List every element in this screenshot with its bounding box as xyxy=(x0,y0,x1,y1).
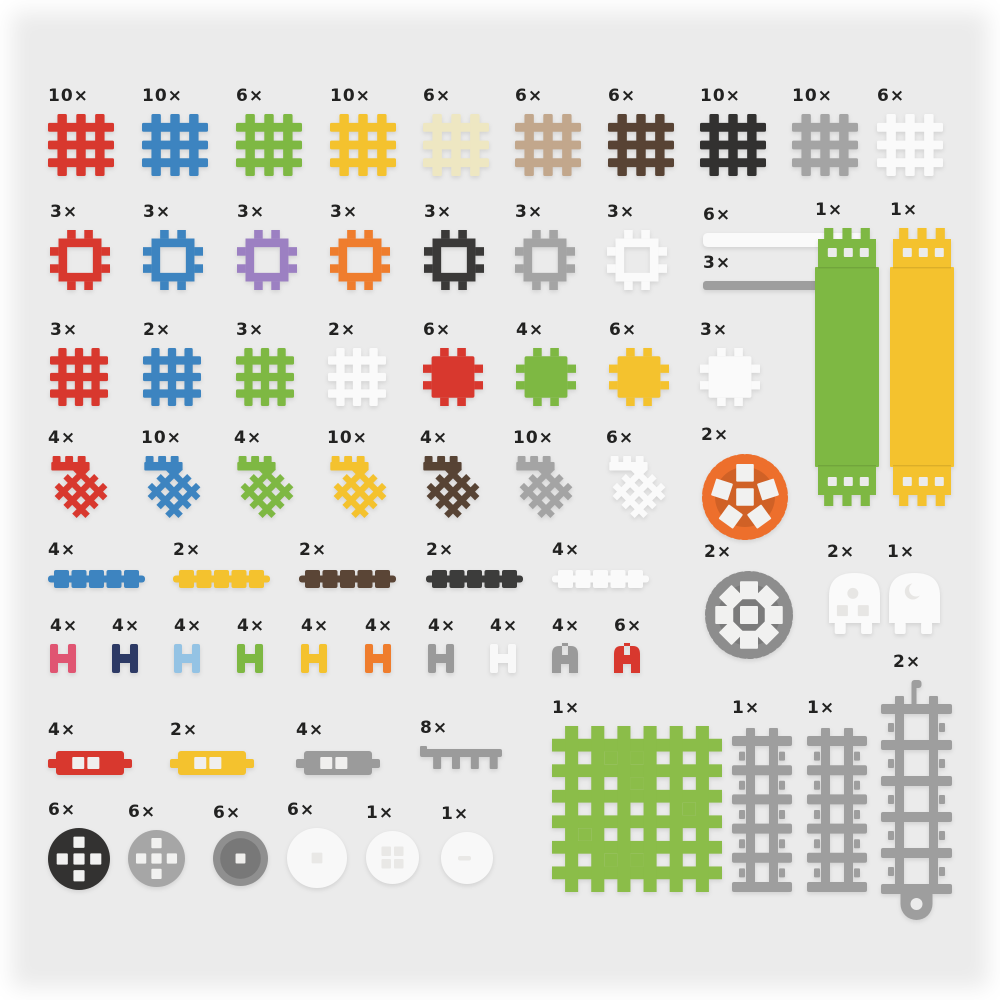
disc-white-4hole xyxy=(366,803,419,884)
waffle-block-green xyxy=(236,86,302,176)
peg-bar-red xyxy=(48,720,132,778)
stud-strip-black-icon xyxy=(426,568,523,590)
quantity-label: 2× xyxy=(143,320,172,340)
h-connector-white-icon xyxy=(490,644,516,673)
disc-rimmed-icon xyxy=(213,831,268,886)
quantity-label: 1× xyxy=(815,200,844,220)
waffle-block-black-icon xyxy=(700,114,766,176)
small-waffle-white xyxy=(328,320,386,406)
h-connector-gray xyxy=(428,616,457,673)
waffle-block-tan-icon xyxy=(515,114,581,176)
h-connector-lightblue-icon xyxy=(174,644,200,673)
solid-block-red xyxy=(423,320,483,406)
quantity-label: 4× xyxy=(420,428,449,448)
quantity-label: 1× xyxy=(552,698,581,718)
stud-strip-white xyxy=(552,540,649,590)
h-connector-navy xyxy=(112,616,141,673)
peg-bar-red-icon xyxy=(48,748,132,778)
disc-white-4hole-icon xyxy=(366,831,419,884)
quantity-label: 6× xyxy=(48,800,77,820)
disc-rimmed xyxy=(213,803,268,886)
stud-strip-brown-icon xyxy=(299,568,396,590)
quantity-label: 3× xyxy=(607,202,636,222)
solid-block-green xyxy=(516,320,576,406)
quantity-label: 10× xyxy=(327,428,368,448)
stud-strip-black xyxy=(426,540,523,590)
diagonal-block-red-icon xyxy=(48,456,114,522)
quantity-label: 4× xyxy=(296,720,325,740)
stud-strip-brown xyxy=(299,540,396,590)
quantity-label: 3× xyxy=(236,320,265,340)
waffle-block-red-icon xyxy=(48,114,114,176)
diagonal-block-blue-icon xyxy=(141,456,207,522)
quantity-label: 4× xyxy=(174,616,203,636)
diagonal-block-green-icon xyxy=(234,456,300,522)
solid-block-white-icon xyxy=(700,348,760,406)
ring-block-black-icon xyxy=(424,230,484,290)
disc-white-large-icon xyxy=(287,828,347,888)
solid-block-yellow-icon xyxy=(609,348,669,406)
waffle-block-white-icon xyxy=(877,114,943,176)
comb-strip-gray xyxy=(420,718,502,770)
ring-block-orange xyxy=(330,202,390,290)
clip-red xyxy=(614,616,643,673)
quantity-label: 6× xyxy=(703,205,732,225)
ring-block-red xyxy=(50,202,110,290)
peg-bar-yellow-icon xyxy=(170,748,254,778)
disc-white-large xyxy=(287,800,347,888)
quantity-label: 2× xyxy=(299,540,328,560)
quantity-label: 1× xyxy=(366,803,395,823)
small-waffle-red-icon xyxy=(50,348,108,406)
h-connector-lightblue xyxy=(174,616,203,673)
ring-block-orange-icon xyxy=(330,230,390,290)
small-waffle-green xyxy=(236,320,294,406)
quantity-label: 10× xyxy=(142,86,183,106)
quantity-label: 2× xyxy=(173,540,202,560)
quantity-label: 4× xyxy=(552,540,581,560)
quantity-label: 3× xyxy=(700,320,729,340)
quantity-label: 6× xyxy=(606,428,635,448)
ring-block-blue-icon xyxy=(143,230,203,290)
waffle-block-gray xyxy=(792,86,858,176)
quantity-label: 6× xyxy=(423,86,452,106)
waffle-block-cream xyxy=(423,86,489,176)
clip-gray xyxy=(552,616,581,673)
quantity-label: 2× xyxy=(170,720,199,740)
dome-piece-crescent-icon xyxy=(887,570,942,635)
waffle-block-blue-icon xyxy=(142,114,208,176)
ring-block-blue xyxy=(143,202,203,290)
quantity-label: 6× xyxy=(877,86,906,106)
peg-bar-gray xyxy=(296,720,380,778)
h-connector-white xyxy=(490,616,519,673)
quantity-label: 6× xyxy=(236,86,265,106)
disc-white-flat xyxy=(441,804,493,884)
stud-strip-blue xyxy=(48,540,145,590)
quantity-label: 6× xyxy=(609,320,638,340)
gear-wheel-orange-icon xyxy=(701,453,789,541)
quantity-label: 4× xyxy=(234,428,263,448)
track-short-2 xyxy=(807,698,867,894)
dome-piece-holes xyxy=(827,542,882,635)
disc-gray xyxy=(128,802,185,887)
dome-piece-holes-icon xyxy=(827,570,882,635)
long-plate-yellow xyxy=(890,200,954,506)
ring-block-white-icon xyxy=(607,230,667,290)
ring-block-red-icon xyxy=(50,230,110,290)
track-short-2-icon xyxy=(807,726,867,894)
ring-block-black xyxy=(424,202,484,290)
quantity-label: 4× xyxy=(365,616,394,636)
long-plate-green-icon xyxy=(815,228,879,506)
quantity-label: 10× xyxy=(48,86,89,106)
h-connector-yellow-icon xyxy=(301,644,327,673)
track-short-1-icon xyxy=(732,726,792,894)
quantity-label: 2× xyxy=(704,542,733,562)
gear-wheel-gray xyxy=(704,542,794,660)
waffle-block-green-icon xyxy=(236,114,302,176)
diagonal-block-gray xyxy=(513,428,579,522)
long-plate-green xyxy=(815,200,879,506)
quantity-label: 10× xyxy=(513,428,554,448)
track-short-1 xyxy=(732,698,792,894)
diagonal-block-white xyxy=(606,428,672,522)
quantity-label: 4× xyxy=(301,616,330,636)
quantity-label: 4× xyxy=(48,540,77,560)
quantity-label: 1× xyxy=(890,200,919,220)
quantity-label: 1× xyxy=(807,698,836,718)
waffle-block-brown xyxy=(608,86,674,176)
quantity-label: 1× xyxy=(732,698,761,718)
stud-strip-yellow-icon xyxy=(173,568,270,590)
quantity-label: 3× xyxy=(237,202,266,222)
h-connector-green xyxy=(237,616,266,673)
disc-black xyxy=(48,800,110,890)
quantity-label: 2× xyxy=(827,542,856,562)
clip-red-icon xyxy=(614,644,640,673)
quantity-label: 3× xyxy=(50,320,79,340)
h-connector-green-icon xyxy=(237,644,263,673)
quantity-label: 4× xyxy=(516,320,545,340)
small-waffle-red xyxy=(50,320,108,406)
solid-block-green-icon xyxy=(516,348,576,406)
quantity-label: 4× xyxy=(112,616,141,636)
solid-block-red-icon xyxy=(423,348,483,406)
solid-block-white xyxy=(700,320,760,406)
waffle-block-white xyxy=(877,86,943,176)
waffle-block-black xyxy=(700,86,766,176)
ring-block-purple-icon xyxy=(237,230,297,290)
quantity-label: 10× xyxy=(141,428,182,448)
h-connector-orange-icon xyxy=(365,644,391,673)
diagonal-block-blue xyxy=(141,428,207,522)
quantity-label: 2× xyxy=(426,540,455,560)
track-long-icon xyxy=(881,680,952,920)
ring-block-gray-icon xyxy=(515,230,575,290)
solid-block-yellow xyxy=(609,320,669,406)
diagonal-block-green xyxy=(234,428,300,522)
ring-block-white xyxy=(607,202,667,290)
waffle-block-tan xyxy=(515,86,581,176)
diagonal-block-red xyxy=(48,428,114,522)
quantity-label: 6× xyxy=(213,803,242,823)
quantity-label: 6× xyxy=(423,320,452,340)
diagonal-block-gray-icon xyxy=(513,456,579,522)
quantity-label: 4× xyxy=(552,616,581,636)
quantity-label: 3× xyxy=(330,202,359,222)
ring-block-gray xyxy=(515,202,575,290)
quantity-label: 6× xyxy=(128,802,157,822)
quantity-label: 10× xyxy=(700,86,741,106)
small-waffle-white-icon xyxy=(328,348,386,406)
h-connector-pink-icon xyxy=(50,644,76,673)
quantity-label: 2× xyxy=(701,425,730,445)
quantity-label: 3× xyxy=(515,202,544,222)
quantity-label: 3× xyxy=(50,202,79,222)
long-plate-yellow-icon xyxy=(890,228,954,506)
stud-strip-yellow xyxy=(173,540,270,590)
stud-strip-white-icon xyxy=(552,568,649,590)
quantity-label: 3× xyxy=(703,253,732,273)
disc-white-flat-icon xyxy=(441,832,493,884)
quantity-label: 6× xyxy=(287,800,316,820)
quantity-label: 2× xyxy=(328,320,357,340)
waffle-block-red xyxy=(48,86,114,176)
track-long xyxy=(881,652,952,920)
gear-wheel-orange xyxy=(701,425,789,541)
quantity-label: 6× xyxy=(614,616,643,636)
diagonal-block-white-icon xyxy=(606,456,672,522)
diagonal-block-brown xyxy=(420,428,486,522)
quantity-label: 4× xyxy=(428,616,457,636)
quantity-label: 8× xyxy=(420,718,449,738)
waffle-block-brown-icon xyxy=(608,114,674,176)
diagonal-block-brown-icon xyxy=(420,456,486,522)
quantity-label: 4× xyxy=(48,720,77,740)
waffle-block-blue xyxy=(142,86,208,176)
waffle-block-cream-icon xyxy=(423,114,489,176)
clip-gray-icon xyxy=(552,644,578,673)
quantity-label: 1× xyxy=(441,804,470,824)
disc-gray-icon xyxy=(128,830,185,887)
quantity-label: 6× xyxy=(515,86,544,106)
small-waffle-green-icon xyxy=(236,348,294,406)
quantity-label: 4× xyxy=(237,616,266,636)
h-connector-yellow xyxy=(301,616,330,673)
quantity-label: 4× xyxy=(50,616,79,636)
h-connector-orange xyxy=(365,616,394,673)
small-waffle-blue xyxy=(143,320,201,406)
quantity-label: 10× xyxy=(792,86,833,106)
waffle-block-gray-icon xyxy=(792,114,858,176)
h-connector-navy-icon xyxy=(112,644,138,673)
gear-wheel-gray-icon xyxy=(704,570,794,660)
quantity-label: 2× xyxy=(893,652,922,672)
stud-strip-blue-icon xyxy=(48,568,145,590)
waffle-block-yellow xyxy=(330,86,396,176)
small-waffle-blue-icon xyxy=(143,348,201,406)
quantity-label: 10× xyxy=(330,86,371,106)
quantity-label: 3× xyxy=(143,202,172,222)
peg-bar-gray-icon xyxy=(296,748,380,778)
quantity-label: 1× xyxy=(887,542,916,562)
quantity-label: 6× xyxy=(608,86,637,106)
h-connector-gray-icon xyxy=(428,644,454,673)
waffle-block-yellow-icon xyxy=(330,114,396,176)
h-connector-pink xyxy=(50,616,79,673)
peg-bar-yellow xyxy=(170,720,254,778)
disc-black-icon xyxy=(48,828,110,890)
diagonal-block-yellow-icon xyxy=(327,456,393,522)
diagonal-block-yellow xyxy=(327,428,393,522)
baseplate-green xyxy=(552,698,722,892)
quantity-label: 4× xyxy=(490,616,519,636)
baseplate-green-icon xyxy=(552,726,722,892)
ring-block-purple xyxy=(237,202,297,290)
quantity-label: 3× xyxy=(424,202,453,222)
comb-strip-gray-icon xyxy=(420,746,502,770)
quantity-label: 4× xyxy=(48,428,77,448)
dome-piece-crescent xyxy=(887,542,942,635)
